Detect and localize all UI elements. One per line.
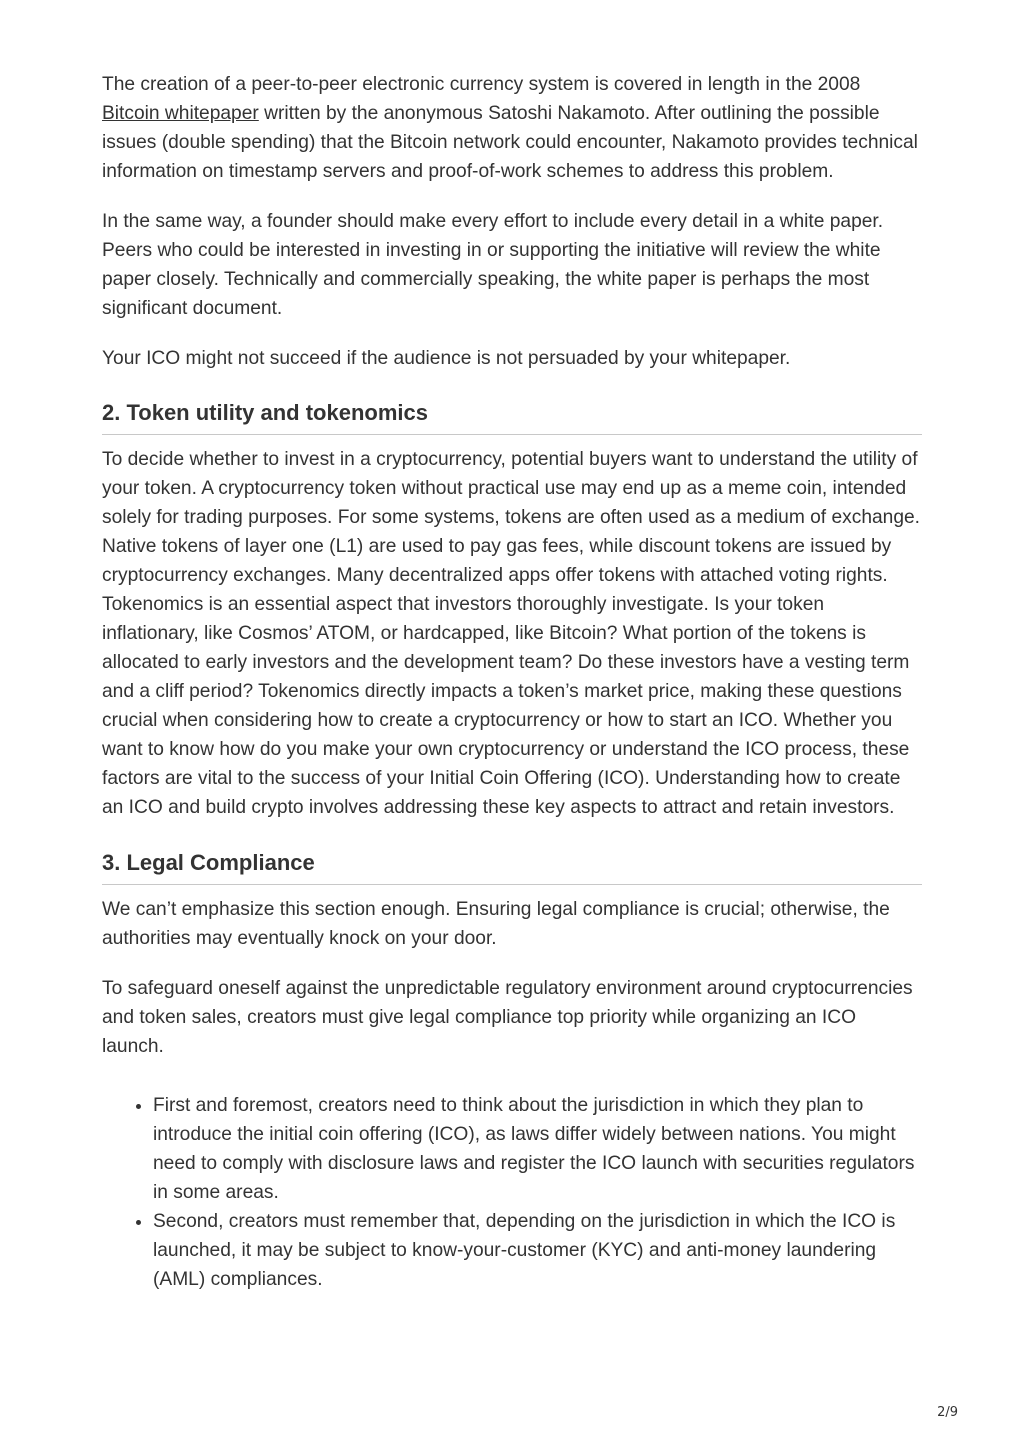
legal-paragraph-1: We can’t emphasize this section enough. Ensuring legal compliance is crucial; otherwise, the authorities may eventually knock on your door.	[102, 899, 890, 949]
intro-text-before-link: The creation of a peer-to-peer electronic currency system is covered in length in the 2008	[102, 74, 861, 95]
intro-paragraph-1	[102, 70, 922, 186]
page-number: 2/9	[937, 1405, 958, 1420]
section-heading-legal-compliance: 3. Legal Compliance	[102, 848, 922, 885]
legal-paragraph-2: To safeguard oneself against the unpredictable regulatory environment around cryptocurrencies and token sales, creators must give legal compliance top priority while organizing an ICO launch.	[102, 978, 913, 1057]
list-item: • First and foremost, creators need to think about the jurisdiction in which they plan to introduce the initial coin offering (ICO), as laws differ widely between nations. You might need to comply with disclosure laws and register the ICO launch with securities regulators in some areas.	[153, 1091, 922, 1207]
intro-paragraph-3: Your ICO might not succeed if the audience is not persuaded by your whitepaper.	[102, 348, 791, 369]
intro-text-after-link: written by the anonymous Satoshi Nakamoto. After outlining the possible issues (double spending) that the Bitcoin network could encounter, Nakamoto provides technical information on timestamp servers and proof-of-work schemes to address this problem.	[102, 103, 918, 182]
list-item: • Second, creators must remember that, depending on the jurisdiction in which the ICO is launched, it may be subject to know-your-customer (KYC) and anti-money laundering (AML) compliances.	[153, 1207, 922, 1294]
intro-paragraph-2: In the same way, a founder should make every effort to include every detail in a white paper. Peers who could be interested in investing in or supporting the initiative will review the white paper closely. Technically and commercially speaking, the white paper is perhaps the most significant document.	[102, 211, 884, 319]
article-body	[102, 70, 922, 1294]
legal-bullet-list	[102, 1091, 922, 1294]
token-utility-paragraph: To decide whether to invest in a cryptocurrency, potential buyers want to understand the utility of your token. A cryptocurrency token without practical use may end up as a meme coin, intended solely for trading purposes. For some systems, tokens are often used as a medium of exchange. Native tokens of layer one (L1) are used to pay gas fees, while discount tokens are issued by cryptocurrency exchanges. Many decentralized apps offer tokens with attached voting rights. Tokenomics is an essential aspect that investors thoroughly investigate. Is your token inflationary, like Cosmos’ ATOM, or hardcapped, like Bitcoin? What portion of the tokens is allocated to early investors and the development team? Do these investors have a vesting term and a cliff period? Tokenomics directly impacts a token’s market price, making these questions crucial when considering how to create a cryptocurrency or how to start an ICO. Whether you want to know how do you make your own cryptocurrency or understand the ICO process, these factors are vital to the success of your Initial Coin Offering (ICO). Understanding how to create an ICO and build crypto involves addressing these key aspects to attract and retain investors.	[102, 449, 921, 818]
section-heading-token-utility: 2. Token utility and tokenomics	[102, 398, 922, 435]
bitcoin-whitepaper-link[interactable]: Bitcoin whitepaper	[102, 103, 259, 124]
